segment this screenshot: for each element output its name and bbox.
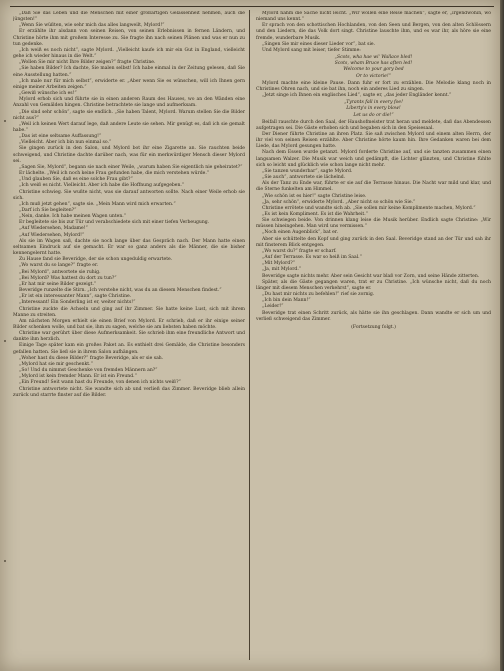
- paragraph: „Ein Freund! Seit wann hast du Freunde, von denen ich nichts weiß?“: [19, 380, 181, 386]
- right-column-bottom-text: [256, 120, 491, 323]
- continuation-note: (Fortsetzung folgt.): [351, 324, 396, 330]
- right-column-top-text: [256, 11, 491, 54]
- paragraph: „Das ist eine seltsame Auffassung!“: [19, 134, 102, 140]
- paragraph: Christine schwieg. Sie wußte nicht, was sie darauf antworten sollte. Nach einer Weile erhob sie sich.: [13, 189, 245, 201]
- page-edge: [500, 0, 504, 671]
- paragraph: „Auf Wiedersehen, Madame!“: [19, 226, 88, 232]
- paragraph: „Ich weiß es nicht. Vielleicht. Aber ich habe die Hoffnung aufgegeben.“: [19, 183, 185, 189]
- left-column: [13, 11, 245, 659]
- paragraph: „Darf ich Sie begleiten?“: [19, 208, 77, 213]
- paragraph: Als sie im Wagen saß, dachte sie noch lange über das Gespräch nach. Der Mann hatte einen seltsamen Eindruck auf sie gemacht. Er war so ganz anders als die Männer, die sie bisher kennengelernt hatte.: [13, 238, 245, 257]
- paragraph: „Die sind sehr schön“, sagte sie endlich. „Sie haben Talent, Mylord. Warum stellen Sie die Bilder nicht aus?“: [13, 109, 245, 121]
- paragraph: Christine antwortete nicht. Sie wandte sich ab und verließ das Zimmer. Beveridge blieb allein zurück und starrte finster auf die Bilder.: [13, 386, 245, 398]
- paragraph: „Bei Mylord“, antwortete sie ruhig.: [19, 269, 101, 275]
- paragraph: Sie schwiegen beide. Von drinnen klang leise die Musik herüber. Endlich sagte Christine: „Wir müssen hineingehen. Man wird uns vermissen.“: [256, 218, 491, 230]
- right-column-middle-text: [256, 81, 491, 99]
- paragraph: Und Mylord sang mit leiser, tiefer Stimme:: [262, 47, 361, 53]
- paragraph: Beveridge sagte nichts mehr. Aber sein Gesicht war blaß vor Zorn, und seine Hände zitterten.: [262, 273, 480, 279]
- paragraph: „Gewiß wünsche ich es!“: [19, 91, 77, 97]
- paragraph: „Und glauben Sie, daß es eine solche Frau gibt?“: [19, 177, 133, 183]
- paragraph: Später, als die Gäste gegangen waren, trat er zu Christine. „Ich wünsche nicht, daß du noch länger mit diesem Menschen verkehrst“, sagte er.: [256, 279, 491, 291]
- poem-line: „Tyrants fall in every foe!: [344, 100, 403, 106]
- paragraph: „Jetzt singe ich Ihnen ein englisches Lied“, sagte er, „das jeder Engländer kennt.“: [262, 93, 452, 99]
- paragraph: „Leider!“: [262, 304, 284, 310]
- paragraph: Mylord nahm die Sache nicht leicht. „Wir wollen eine Reise machen“, sagte er, „irgendwohin, wo niemand uns kennt.“: [256, 11, 491, 23]
- poem-line: Welcome to your gory bed: [343, 67, 404, 73]
- paragraph: Er lächelte. „Weil ich noch keine Frau gefunden habe, die mich verstehen würde.“: [19, 171, 210, 177]
- paragraph: Er begleitete sie bis zur Tür und verabschiedete sich mit einer tiefen Verbeugung.: [19, 220, 210, 226]
- paragraph: Nach dem Essen wurde getanzt. Mylord forderte Christine auf, und sie tanzten zusammen einen langsamen Walzer. Die Musik war weich und gedämpft, die Lichter glänzten, und Christine fühlte sich so leicht und glücklich wie schon lange nicht mehr.: [256, 150, 491, 168]
- poem-line: Let us do or die!“: [353, 112, 394, 118]
- right-column: [256, 11, 491, 659]
- paragraph: „Singen Sie mir eines dieser Lieder vor“, bat sie.: [262, 41, 376, 47]
- paragraph: Zu Hause fand sie Beveridge, der sie schon ungeduldig erwartete.: [19, 257, 173, 263]
- paragraph: „Nein, danke. Ich habe meinen Wagen unten.“: [19, 214, 127, 220]
- paragraph: „Ich bin dein Mann!“: [262, 298, 311, 304]
- paragraph: „Ich weiß es noch nicht“, sagte Mylord. „Vielleicht kaufe ich mir ein Gut in England, vielleicht gehe ich wieder hinaus in die Welt.“: [13, 47, 245, 60]
- paragraph: Mylord machte eine kleine Pause. Dann fuhr er fort zu erzählen. Die Melodie klang noch in Christines Ohren nach, und sie bat ihn, noch ein anderes Lied zu singen.: [256, 80, 491, 92]
- paragraph: „Ich male nur für mich selbst“, erwiderte er. „Aber wenn Sie es wünschen, will ich Ihnen gern einige meiner Arbeiten zeigen.“: [13, 78, 245, 90]
- paragraph: „Noch einen Augenblick“, bat er.: [262, 230, 338, 236]
- poem-line: Scots, wham Bruce has aften led!: [334, 61, 413, 67]
- paragraph: „Interessant! Ein Sonderling ist er, weiter nichts!“: [19, 300, 136, 306]
- poem-line: Or to victorie!“: [356, 73, 391, 79]
- paragraph: „Sagen Sie, Mylord“, begann sie nach einer Weile, „warum haben Sie eigentlich nie geheiratet?“: [19, 164, 243, 170]
- paragraph: „Auf Wiedersehen, Mylord!“: [19, 232, 85, 238]
- paragraph: Er erzählte ihr alsdann von seinen Reisen, von seinen Erlebnissen in fernen Ländern, und Christine hörte ihm mit großem Interesse zu. Sie fragte ihn nach seinen Plänen und was er nun zu tun gedenke.: [13, 29, 245, 47]
- paragraph: „Es ist kein Kompliment. Es ist die Wahrheit.“: [262, 212, 368, 217]
- paragraph: „Sie haben Bilder? Ich dachte, Sie malen selbst! Ich habe einmal in der Zeitung gelesen, daß Sie eine Ausstellung hatten.“: [13, 66, 245, 78]
- paragraph: „Sie tanzen wunderbar“, sagte Mylord.: [262, 168, 353, 174]
- paragraph: „Wie schön ist es hier!“ sagte Christine leise.: [262, 193, 367, 199]
- paragraph: „Bei Mylord? Was hattest du dort zu tun?“: [19, 275, 117, 281]
- paragraph: „Ja, sehr schön“, erwiderte Mylord. „Aber nicht so schön wie Sie.“: [262, 199, 416, 205]
- paragraph: Mylord erhob sich und führte sie in einen anderen Raum des Hauses, wo an den Wänden eine Anzahl von Gemälden hingen. Christine betrachtete sie lange und aufmerksam.: [13, 97, 245, 109]
- paragraph: Der Diener führte Christine an ihren Platz. Sie saß zwischen Mylord und einem alten Herrn, der ihr viel von seinen Reisen erzählte. Aber Christine hörte kaum hin. Ihre Gedanken waren bei dem Liede, das Mylord gesungen hatte.: [256, 131, 491, 150]
- paragraph: „Er ist ein interessanter Mann“, sagte Christine.: [19, 294, 132, 300]
- paragraph: „Vielleicht. Aber ich bin nun einmal so.“: [19, 140, 112, 146]
- paragraph: Beveridge trat einen Schritt zurück, als hätte sie ihn geschlagen. Dann wandte er sich um und verließ schweigend das Zimmer.: [256, 310, 491, 322]
- paragraph: „Wollen Sie mir nicht Ihre Bilder zeigen?“ fragte Christine.: [19, 60, 156, 66]
- top-rule: [10, 6, 494, 7]
- paragraph: „Wenn Sie wüßten, wie sehr mich das alles langweilt, Mylord!“: [19, 23, 165, 29]
- paragraph: Christine errötete und wandte sich ab. „Sie sollen mir keine Komplimente machen, Mylord.“: [262, 205, 476, 211]
- paragraph: Christine zuckte die Achseln und ging auf ihr Zimmer. Sie hatte keine Lust, sich mit ihrem Manne zu streiten.: [13, 306, 245, 318]
- paragraph: „Sie auch“, antwortete sie lächelnd.: [262, 175, 346, 181]
- paragraph: Beveridge runzelte die Stirn. „Ich verstehe nicht, was du an diesem Menschen findest.“: [19, 288, 222, 294]
- column-divider: [249, 10, 250, 660]
- paragraph: „Auf der Terrasse. Es war so heiß im Saal.“: [262, 255, 362, 261]
- poem-verse-2: [256, 100, 491, 118]
- paragraph: „Weil ich keinen Wert darauf lege, daß andere Leute sie sehen. Mir genügt es, daß ich sie gemalt habe.“: [13, 121, 245, 133]
- paragraph: Einige Tage später kam ein großes Paket an. Es enthielt drei Gemälde, die Christine besonders gefallen hatten. Sie ließ sie in ihrem Salon aufhängen.: [13, 343, 245, 355]
- paragraph: „Ich muß jetzt gehen“, sagte sie. „Mein Mann wird mich erwarten.“: [19, 201, 176, 207]
- paragraph: „So! Und du nimmst Geschenke von fremden Männern an?“: [19, 368, 158, 374]
- paragraph: „Du hast mir nichts zu befehlen!“ rief sie zornig.: [262, 292, 375, 298]
- paragraph: Sie gingen zurück in den Salon, und Mylord bot ihr eine Zigarette an. Sie rauchten beide schweigend, und Christine dachte darüber nach, was für ein merkwürdiger Mensch dieser Mylord sei.: [13, 146, 245, 164]
- paragraph: Als der Tanz zu Ende war, führte er sie auf die Terrasse hinaus. Die Nacht war mild und klar, und die Sterne funkelten am Himmel.: [256, 181, 491, 193]
- paragraph: „Woher hast du diese Bilder?“ fragte Beveridge, als er sie sah.: [19, 355, 164, 361]
- paragraph: „Daß Sie das Leben und die Menschen mit einer großartigen Gelassenheit nehmen, auch die jüngsten!“: [13, 11, 245, 23]
- paragraph: „Wo warst du?“ fragte er scharf.: [262, 248, 337, 254]
- paragraph: Aber sie schüttelte den Kopf und ging zurück in den Saal. Beveridge stand an der Tür und sah ihr mit finsterem Blick entgegen.: [256, 236, 491, 248]
- paragraph: Am nächsten Morgen erhielt sie einen Brief von Mylord. Er schrieb, daß er ihr einige seiner Bilder schenken wolle, und bat sie, ihm zu sagen, welche sie am liebsten haben möchte.: [13, 318, 245, 330]
- poem-line: Liberty's in every blow!: [346, 106, 401, 112]
- paragraph: „Mit Mylord?“: [262, 261, 296, 267]
- poem-verse-1: [256, 55, 491, 80]
- paragraph: Christine war gerührt über diese Aufmerksamkeit. Sie schrieb ihm eine freundliche Antwort und dankte ihm herzlich.: [13, 331, 245, 343]
- paragraph: „Wo warst du so lange?“ fragte er.: [19, 263, 99, 269]
- paragraph: „Er hat mir seine Bilder gezeigt.“: [19, 281, 97, 287]
- paragraph: „Mylord ist kein fremder Mann. Er ist ein Freund.“: [19, 374, 137, 380]
- paragraph: Er sprach von den schottischen Hochlanden, von den Seen und Bergen, von den alten Schlössern und den Liedern, die das Volk dort singt. Christine lauschte ihm, und es war ihr, als höre sie eine fremde, wunderbare Musik.: [256, 23, 491, 41]
- poem-line: „Scots, wha hae wi' Wallace bled!: [334, 55, 413, 61]
- paragraph: „Mylord hat sie mir geschenkt.“: [19, 361, 93, 367]
- paragraph: „Ja, mit Mylord.“: [262, 267, 302, 273]
- paragraph: Beifall rauschte durch den Saal, der Haushofmeister trat heran und meldete, daß das Abendessen aufgetragen sei. Die Gäste erhoben sich und begaben sich in den Speisesaal.: [256, 119, 491, 131]
